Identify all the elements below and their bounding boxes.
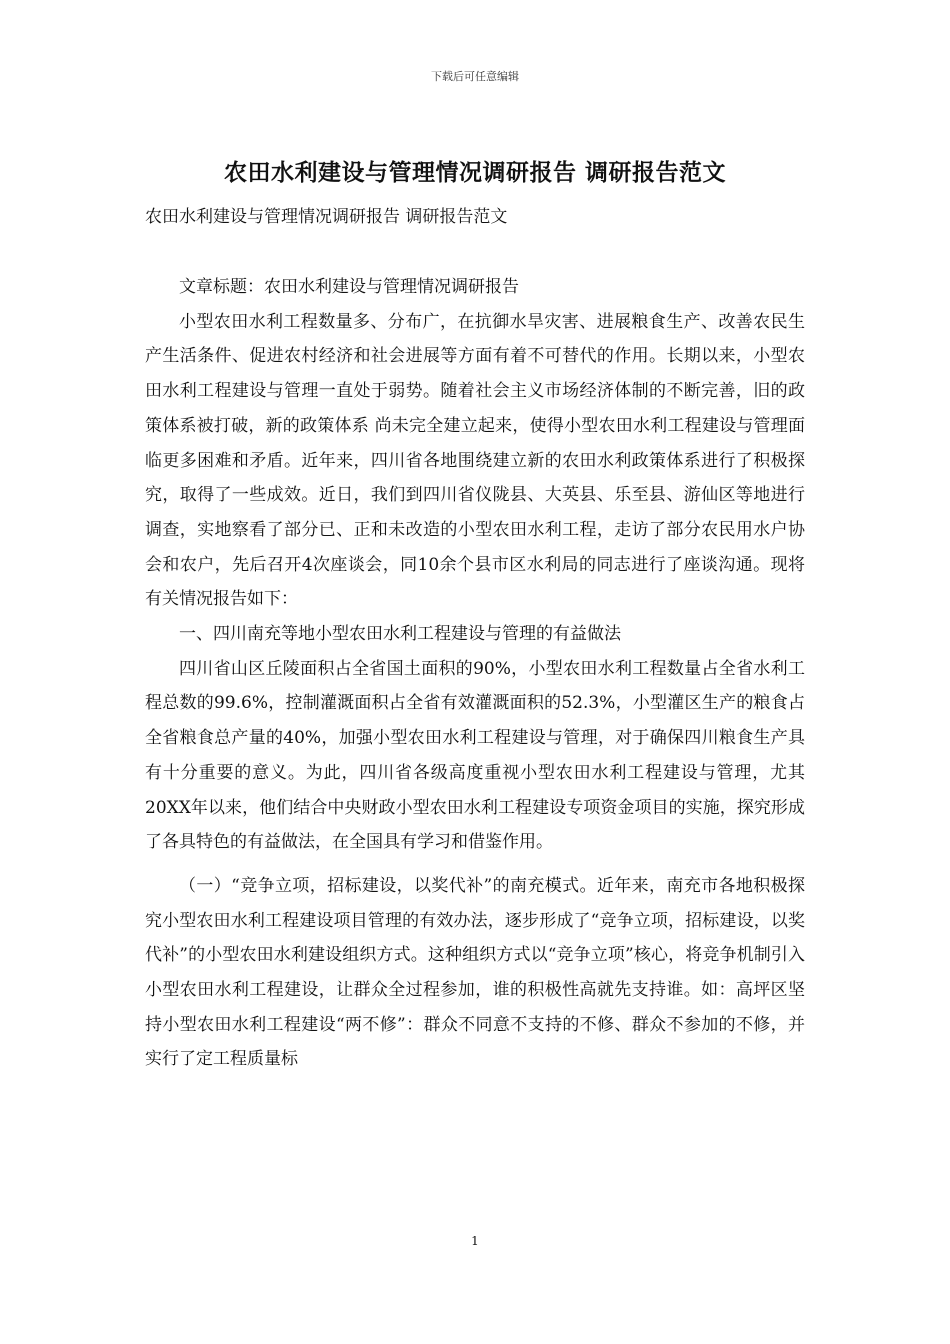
page-number: 1 — [471, 1234, 479, 1248]
document-subtitle: 农田水利建设与管理情况调研报告 调研报告范文 — [145, 207, 508, 227]
subsection-paragraph: （一）“竞争立项，招标建设，以奖代补”的南充模式。近年来，南充市各地积极探究小型农田水利工程建设项目管理的有效办法，逐步形成了“竞争立项，招标建设，以奖代补”的小型农田水利建设组织方式。这种组织方式以“竞争立项”核心，将竞争机制引入小型农田水利工程建设，让群众全过程参加，谁的积极性高就先支持谁。如：高坪区坚持小型农田水利工程建设“两不修”：群众不同意不支持的不修、群众不参加的不修，并实行了定工程质量标 — [145, 875, 805, 1070]
document-title: 农田水利建设与管理情况调研报告 调研报告范文 — [223, 159, 726, 186]
document-body — [145, 270, 805, 1077]
section-paragraph: 四川省山区丘陵面积占全省国土面积的90%，小型农田水利工程数量占全省水利工程总数的99.6%，控制灌溉面积占全省有效灌溉面积的52.3%，小型灌区生产的粮食占全省粮食总产量的40%，加强小型农田水利工程建设与管理，对于确保四川粮食生产具有十分重要的意义。为此，四川省各级高度重视小型农田水利工程建设与管理，尤其20XX年以来，他们结合中央财政小型农田水利工程建设专项资金项目的实施，探究形成了各具特色的有益做法，在全国具有学习和借鉴作用。 — [145, 658, 805, 853]
intro-paragraph: 小型农田水利工程数量多、分布广，在抗御水旱灾害、进展粮食生产、改善农民生产生活条件、促进农村经济和社会进展等方面有着不可替代的作用。长期以来，小型农田水利工程建设与管理一直处于弱势。随着社会主义市场经济体制的不断完善，旧的政策体系被打破，新的政策体系 尚未完全建立起来，使得小型农田水利工程建设与管理面临更多困难和矛盾。近年来，四川省各地围绕建立新的农田水利政策体系进行了积极探究，取得了一些成效。近日，我们到四川省仪陇县、大英县、乐至县、游仙区等地进行调查，实地察看了部分已、正和未改造的小型农田水利工程，走访了部分农民用水户协会和农户，先后召开4次座谈会，同10余个县市区水利局的同志进行了座谈沟通。现将有关情况报告如下： — [145, 311, 805, 610]
section-heading: 一、四川南充等地小型农田水利工程建设与管理的有益做法 — [179, 624, 621, 645]
article-heading-paragraph: 文章标题：农田水利建设与管理情况调研报告 — [179, 277, 519, 297]
page-header-note: 下载后可任意编辑 — [431, 70, 519, 83]
